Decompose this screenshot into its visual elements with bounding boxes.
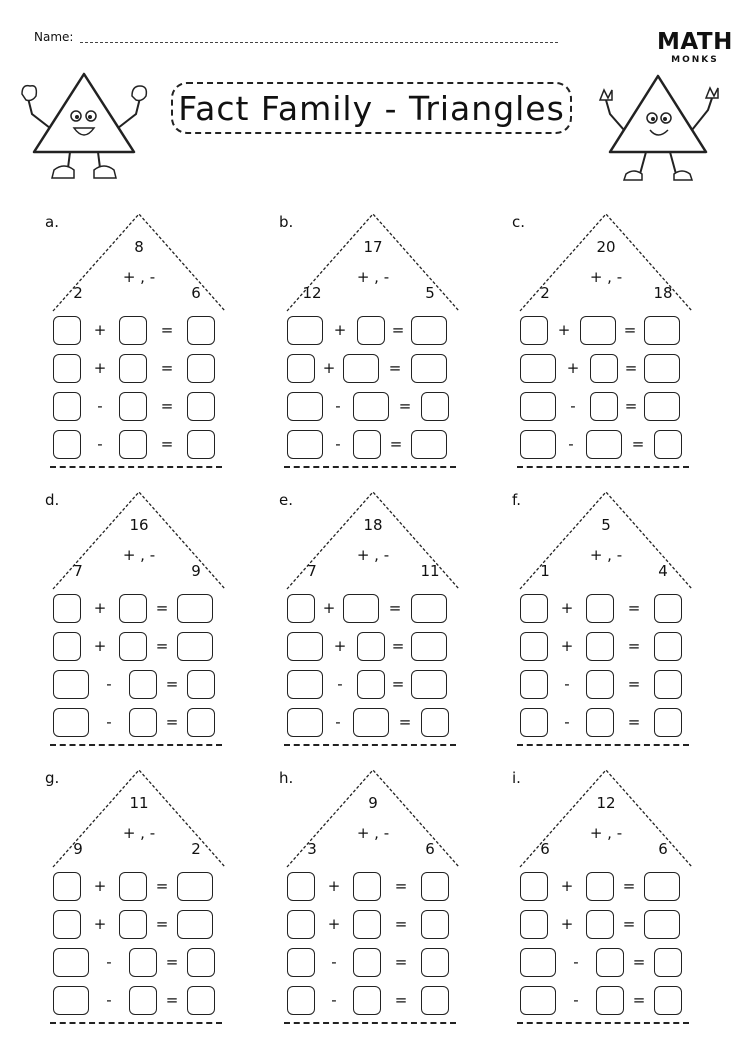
equation-row (517, 430, 689, 460)
answer-box[interactable] (287, 594, 315, 623)
math-monks-logo (657, 30, 733, 66)
fact-family-house (50, 212, 222, 470)
operator-sign: + (93, 321, 107, 339)
operator-sign: - (337, 675, 343, 693)
equals-sign: = (622, 877, 636, 895)
fact-family-house (517, 490, 689, 748)
operator-sign: + (557, 321, 571, 339)
equation-row (517, 354, 689, 384)
answer-box[interactable] (353, 986, 381, 1015)
equation-row (517, 708, 689, 738)
answer-box[interactable] (187, 354, 215, 383)
answer-box[interactable] (177, 910, 213, 939)
answer-box[interactable] (53, 594, 81, 623)
answer-box[interactable] (520, 670, 548, 699)
equation-row (517, 316, 689, 346)
operation-signs: + , - (356, 824, 390, 842)
equals-sign: = (391, 321, 405, 339)
equation-row (284, 354, 456, 384)
equation-row (284, 986, 456, 1016)
answer-box[interactable] (654, 670, 682, 699)
answer-box[interactable] (353, 910, 381, 939)
answer-box[interactable] (187, 948, 215, 977)
answer-box[interactable] (119, 430, 147, 459)
fact-family-house (284, 490, 456, 748)
equation-row (284, 392, 456, 422)
problem-label: d. (45, 491, 60, 509)
left-number: 2 (540, 284, 550, 302)
equals-sign: = (394, 877, 408, 895)
answer-box[interactable] (654, 948, 682, 977)
answer-box[interactable] (586, 632, 614, 661)
fact-family-house (517, 768, 689, 1026)
answer-box[interactable] (353, 708, 389, 737)
answer-box[interactable] (53, 354, 81, 383)
answer-box[interactable] (654, 430, 682, 459)
answer-box[interactable] (357, 670, 385, 699)
equals-sign: = (155, 637, 169, 655)
operator-sign: + (333, 321, 347, 339)
equals-sign: = (627, 713, 641, 731)
equals-sign: = (391, 637, 405, 655)
equation-row (284, 670, 456, 700)
problem-label: g. (45, 769, 60, 787)
operator-sign: - (106, 953, 112, 971)
answer-box[interactable] (53, 910, 81, 939)
answer-box[interactable] (287, 392, 323, 421)
equation-row (517, 872, 689, 902)
answer-box[interactable] (421, 986, 449, 1015)
operator-sign: - (331, 991, 337, 1009)
equation-row (50, 670, 222, 700)
equals-sign: = (160, 321, 174, 339)
answer-box[interactable] (411, 632, 447, 661)
answer-box[interactable] (287, 354, 315, 383)
right-number: 6 (425, 840, 435, 858)
operator-sign: - (335, 435, 341, 453)
top-number: 11 (129, 794, 149, 812)
equation-row (517, 632, 689, 662)
equation-row (284, 430, 456, 460)
problem-label: f. (512, 491, 521, 509)
answer-box[interactable] (421, 948, 449, 977)
house-base-line (50, 1022, 222, 1024)
equation-row (284, 632, 456, 662)
equation-row (284, 708, 456, 738)
answer-box[interactable] (586, 594, 614, 623)
answer-box[interactable] (187, 708, 215, 737)
left-number: 6 (540, 840, 550, 858)
answer-box[interactable] (119, 354, 147, 383)
answer-box[interactable] (411, 430, 447, 459)
operator-sign: + (560, 877, 574, 895)
equals-sign: = (623, 321, 637, 339)
answer-box[interactable] (119, 316, 147, 345)
equals-sign: = (394, 991, 408, 1009)
left-number: 2 (73, 284, 83, 302)
equation-row (284, 872, 456, 902)
equation-row (50, 392, 222, 422)
equals-sign: = (160, 435, 174, 453)
operation-signs: + , - (122, 546, 156, 564)
right-number: 9 (191, 562, 201, 580)
left-number: 3 (307, 840, 317, 858)
answer-box[interactable] (596, 948, 624, 977)
equals-sign: = (627, 637, 641, 655)
answer-box[interactable] (177, 594, 213, 623)
operator-sign: - (573, 953, 579, 971)
answer-box[interactable] (53, 632, 81, 661)
problem-label: b. (279, 213, 294, 231)
answer-box[interactable] (187, 670, 215, 699)
equation-row (50, 910, 222, 940)
equals-sign: = (155, 877, 169, 895)
equals-sign: = (388, 359, 402, 377)
answer-box[interactable] (520, 632, 548, 661)
operator-sign: + (566, 359, 580, 377)
equation-row (50, 872, 222, 902)
answer-box[interactable] (129, 948, 157, 977)
answer-box[interactable] (119, 910, 147, 939)
operator-sign: - (331, 953, 337, 971)
answer-box[interactable] (644, 872, 680, 901)
operator-sign: + (322, 599, 336, 617)
answer-box[interactable] (411, 316, 447, 345)
answer-box[interactable] (287, 632, 323, 661)
right-number: 11 (420, 562, 440, 580)
equation-row (50, 986, 222, 1016)
equals-sign: = (398, 713, 412, 731)
answer-box[interactable] (644, 316, 680, 345)
top-number: 17 (363, 238, 383, 256)
operator-sign: - (106, 991, 112, 1009)
operator-sign: - (568, 435, 574, 453)
answer-box[interactable] (129, 670, 157, 699)
answer-box[interactable] (287, 910, 315, 939)
operator-sign: + (560, 599, 574, 617)
equals-sign: = (160, 359, 174, 377)
house-base-line (284, 1022, 456, 1024)
operation-signs: + , - (122, 824, 156, 842)
fact-family-house (50, 490, 222, 748)
answer-box[interactable] (654, 708, 682, 737)
logo-sub-text: MONKS (671, 55, 719, 65)
answer-box[interactable] (119, 594, 147, 623)
house-base-line (517, 466, 689, 468)
answer-box[interactable] (53, 708, 89, 737)
answer-box[interactable] (119, 872, 147, 901)
problem-label: c. (512, 213, 526, 231)
top-number: 5 (601, 516, 611, 534)
equals-sign: = (165, 991, 179, 1009)
answer-box[interactable] (586, 430, 622, 459)
house-base-line (284, 466, 456, 468)
answer-box[interactable] (53, 316, 81, 345)
operator-sign: + (560, 637, 574, 655)
operation-signs: + , - (589, 824, 623, 842)
answer-box[interactable] (343, 594, 379, 623)
problem-label: i. (512, 769, 521, 787)
answer-box[interactable] (654, 632, 682, 661)
name-label: Name: (34, 30, 74, 44)
house-base-line (50, 466, 222, 468)
top-number: 18 (363, 516, 383, 534)
equals-sign: = (165, 953, 179, 971)
top-number: 20 (596, 238, 616, 256)
answer-box[interactable] (586, 910, 614, 939)
equals-sign: = (398, 397, 412, 415)
answer-box[interactable] (177, 872, 213, 901)
answer-box[interactable] (357, 316, 385, 345)
problem-label: e. (279, 491, 293, 509)
equation-row (517, 670, 689, 700)
answer-box[interactable] (53, 872, 81, 901)
top-number: 12 (596, 794, 616, 812)
equals-sign: = (165, 713, 179, 731)
right-number: 6 (191, 284, 201, 302)
answer-box[interactable] (520, 316, 548, 345)
left-number: 12 (302, 284, 322, 302)
operation-signs: + , - (356, 546, 390, 564)
operator-sign: - (570, 397, 576, 415)
answer-box[interactable] (421, 708, 449, 737)
answer-box[interactable] (353, 872, 381, 901)
fact-family-house (284, 212, 456, 470)
equation-row (50, 594, 222, 624)
answer-box[interactable] (644, 354, 680, 383)
answer-box[interactable] (520, 392, 556, 421)
equation-row (284, 316, 456, 346)
operator-sign: - (335, 397, 341, 415)
operator-sign: + (93, 637, 107, 655)
answer-box[interactable] (590, 354, 618, 383)
operation-signs: + , - (356, 268, 390, 286)
house-base-line (517, 744, 689, 746)
left-number: 1 (540, 562, 550, 580)
answer-box[interactable] (654, 986, 682, 1015)
operator-sign: + (93, 359, 107, 377)
name-line[interactable] (80, 42, 558, 43)
equation-row (284, 594, 456, 624)
right-number: 2 (191, 840, 201, 858)
fact-family-house (517, 212, 689, 470)
fact-family-house (50, 768, 222, 1026)
house-base-line (50, 744, 222, 746)
answer-box[interactable] (129, 708, 157, 737)
logo-top-text: MATH (657, 29, 733, 55)
answer-box[interactable] (596, 986, 624, 1015)
equals-sign: = (627, 599, 641, 617)
house-base-line (517, 1022, 689, 1024)
equation-row (517, 392, 689, 422)
answer-box[interactable] (53, 986, 89, 1015)
equals-sign: = (624, 359, 638, 377)
equation-row (517, 594, 689, 624)
problem-label: a. (45, 213, 59, 231)
operator-sign: - (564, 675, 570, 693)
answer-box[interactable] (177, 632, 213, 661)
answer-box[interactable] (287, 316, 323, 345)
answer-box[interactable] (53, 670, 89, 699)
operation-signs: + , - (589, 546, 623, 564)
equals-sign: = (624, 397, 638, 415)
left-number: 7 (73, 562, 83, 580)
answer-box[interactable] (654, 594, 682, 623)
operator-sign: - (97, 435, 103, 453)
left-number: 9 (73, 840, 83, 858)
operator-sign: + (93, 915, 107, 933)
operator-sign: - (564, 713, 570, 731)
answer-box[interactable] (287, 948, 315, 977)
answer-box[interactable] (353, 948, 381, 977)
answer-box[interactable] (520, 910, 548, 939)
triangle-mascot-right-icon (596, 70, 728, 188)
equals-sign: = (622, 915, 636, 933)
problem-label: h. (279, 769, 294, 787)
equals-sign: = (394, 953, 408, 971)
equals-sign: = (155, 915, 169, 933)
answer-box[interactable] (353, 430, 381, 459)
answer-box[interactable] (287, 986, 315, 1015)
equation-row (284, 948, 456, 978)
operator-sign: + (93, 877, 107, 895)
equation-row (50, 632, 222, 662)
equation-row (50, 430, 222, 460)
answer-box[interactable] (187, 316, 215, 345)
equals-sign: = (391, 675, 405, 693)
answer-box[interactable] (411, 354, 447, 383)
right-number: 5 (425, 284, 435, 302)
answer-box[interactable] (421, 872, 449, 901)
equals-sign: = (165, 675, 179, 693)
answer-box[interactable] (520, 708, 548, 737)
operator-sign: + (322, 359, 336, 377)
operator-sign: + (327, 877, 341, 895)
equals-sign: = (389, 435, 403, 453)
answer-box[interactable] (187, 392, 215, 421)
equation-row (517, 910, 689, 940)
equation-row (517, 948, 689, 978)
answer-box[interactable] (287, 670, 323, 699)
fact-family-house (284, 768, 456, 1026)
answer-box[interactable] (411, 670, 447, 699)
equation-row (50, 316, 222, 346)
operation-signs: + , - (122, 268, 156, 286)
answer-box[interactable] (119, 392, 147, 421)
answer-box[interactable] (586, 708, 614, 737)
right-number: 4 (658, 562, 668, 580)
answer-box[interactable] (520, 948, 556, 977)
answer-box[interactable] (129, 986, 157, 1015)
answer-box[interactable] (586, 872, 614, 901)
triangle-mascot-left-icon (14, 68, 154, 190)
answer-box[interactable] (343, 354, 379, 383)
equation-row (517, 986, 689, 1016)
answer-box[interactable] (520, 430, 556, 459)
equals-sign: = (632, 991, 646, 1009)
answer-box[interactable] (357, 632, 385, 661)
answer-box[interactable] (421, 910, 449, 939)
answer-box[interactable] (586, 670, 614, 699)
equals-sign: = (627, 675, 641, 693)
equation-row (50, 708, 222, 738)
operation-signs: + , - (589, 268, 623, 286)
page-title: Fact Family - Triangles (171, 82, 572, 134)
answer-box[interactable] (53, 392, 81, 421)
answer-box[interactable] (53, 430, 81, 459)
top-number: 16 (129, 516, 149, 534)
operator-sign: + (560, 915, 574, 933)
answer-box[interactable] (287, 708, 323, 737)
operator-sign: - (106, 675, 112, 693)
answer-box[interactable] (520, 594, 548, 623)
operator-sign: - (106, 713, 112, 731)
operator-sign: - (97, 397, 103, 415)
equation-row (50, 354, 222, 384)
answer-box[interactable] (590, 392, 618, 421)
answer-box[interactable] (421, 392, 449, 421)
equation-row (284, 910, 456, 940)
answer-box[interactable] (353, 392, 389, 421)
answer-box[interactable] (520, 986, 556, 1015)
answer-box[interactable] (580, 316, 616, 345)
answer-box[interactable] (520, 354, 556, 383)
house-base-line (284, 744, 456, 746)
equals-sign: = (388, 599, 402, 617)
answer-box[interactable] (187, 986, 215, 1015)
right-number: 6 (658, 840, 668, 858)
equals-sign: = (631, 435, 645, 453)
operator-sign: + (327, 915, 341, 933)
answer-box[interactable] (287, 872, 315, 901)
equals-sign: = (632, 953, 646, 971)
answer-box[interactable] (187, 430, 215, 459)
answer-box[interactable] (411, 594, 447, 623)
answer-box[interactable] (119, 632, 147, 661)
right-number: 18 (653, 284, 673, 302)
equals-sign: = (160, 397, 174, 415)
equals-sign: = (155, 599, 169, 617)
operator-sign: + (93, 599, 107, 617)
answer-box[interactable] (644, 910, 680, 939)
answer-box[interactable] (644, 392, 680, 421)
answer-box[interactable] (53, 948, 89, 977)
equals-sign: = (394, 915, 408, 933)
answer-box[interactable] (287, 430, 323, 459)
equation-row (50, 948, 222, 978)
answer-box[interactable] (520, 872, 548, 901)
operator-sign: - (335, 713, 341, 731)
operator-sign: + (333, 637, 347, 655)
operator-sign: - (573, 991, 579, 1009)
top-number: 9 (368, 794, 378, 812)
left-number: 7 (307, 562, 317, 580)
top-number: 8 (134, 238, 144, 256)
